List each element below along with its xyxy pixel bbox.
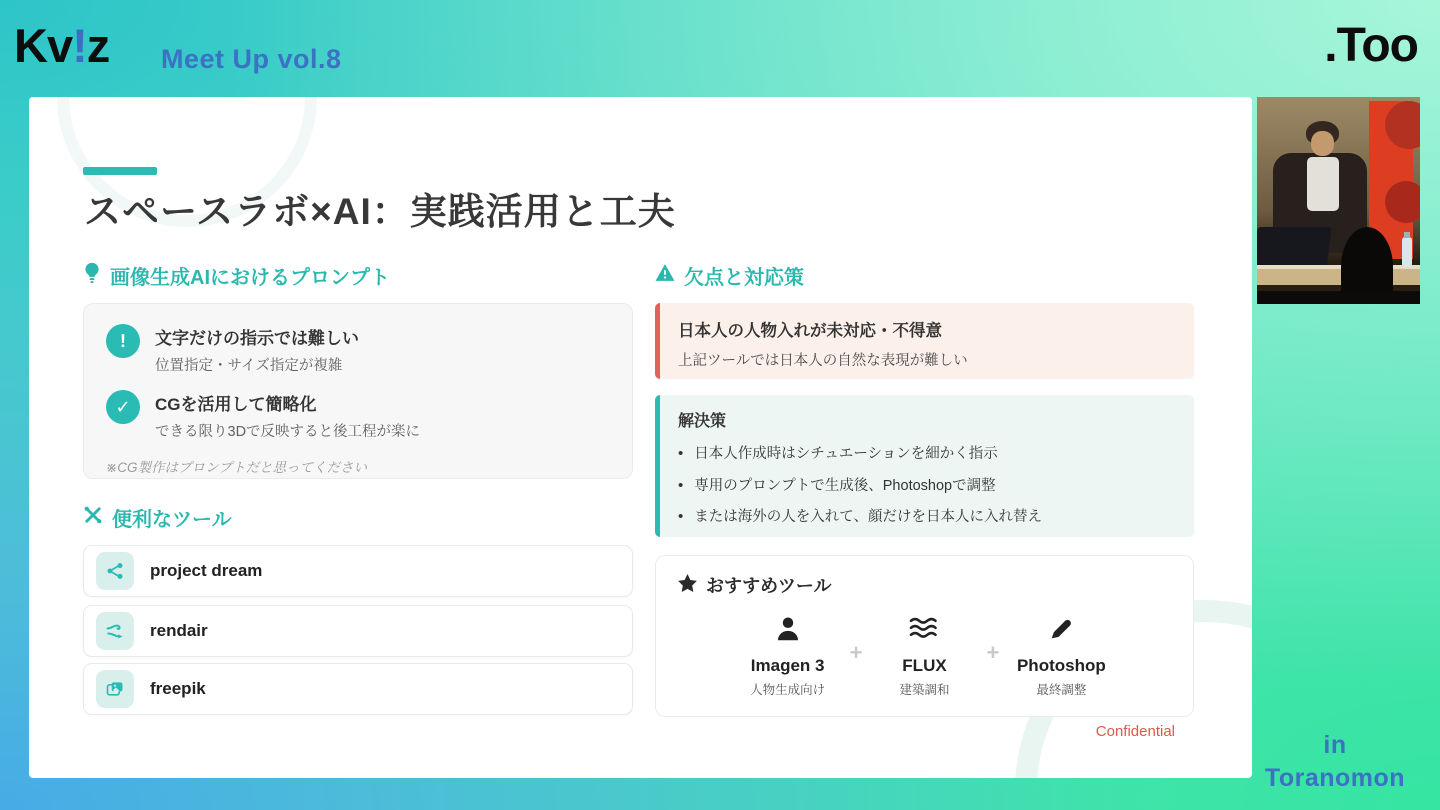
kviz-logo (14, 18, 109, 73)
item-title: CGを活用して簡略化 (155, 395, 317, 414)
plus-separator: + (849, 640, 863, 665)
recommended-tools-card (655, 555, 1194, 717)
exclamation-badge-icon: ! (106, 324, 140, 358)
lightbulb-icon (83, 262, 101, 290)
presenter-face (1311, 131, 1334, 156)
plus-separator: + (986, 640, 1000, 665)
water-bottle (1402, 237, 1412, 267)
tool-name: rendair (150, 621, 208, 640)
rec-tool-photoshop (1003, 612, 1119, 698)
rec-tool-name: Imagen 3 (750, 656, 825, 675)
check-badge-icon: ✓ (106, 390, 140, 424)
tool-name: freepik (150, 679, 206, 698)
problem-desc: 上記ツールでは日本人の自然な表現が難しい (678, 353, 968, 369)
banner-circle (1385, 181, 1420, 223)
item-desc: できる限り3Dで反映すると後工程が楽に (155, 424, 421, 440)
tool-name: project dream (150, 561, 263, 580)
section-header-prompts (83, 261, 390, 290)
problem-card (655, 303, 1194, 379)
event-title: Meet Up vol.8 (161, 44, 342, 74)
list-item: • 日本人作成時はシチュエーションを細かく指示 (678, 438, 1176, 470)
logo-exclamation: ! (72, 19, 87, 72)
banner-circle (1385, 101, 1420, 149)
rec-tool-desc: 建築調和 (899, 683, 950, 697)
podium-table (1257, 265, 1420, 285)
tool-card-rendair (83, 605, 633, 657)
recommended-header (678, 572, 1171, 598)
slide (29, 97, 1252, 778)
star-icon (678, 574, 697, 597)
wind-arrows-icon (96, 612, 134, 650)
recommended-title: おすすめツール (706, 576, 832, 596)
waves-icon (908, 612, 942, 646)
presenter-shirt (1307, 157, 1339, 211)
confidential-label: Confidential (1095, 723, 1175, 740)
accent-bar (83, 167, 157, 175)
location-line-1: in (1323, 730, 1347, 759)
list-item: • 専用のプロンプトで生成後、Photoshopで調整 (678, 470, 1176, 502)
pen-icon (1046, 612, 1076, 646)
cg-note: ※CG製作はプロンプトだと思ってください (106, 460, 368, 475)
rec-tool-flux (867, 612, 983, 698)
solution-title: 解決策 (678, 413, 727, 430)
tool-card-freepik (83, 663, 633, 715)
rec-tool-desc: 人物生成向け (750, 683, 826, 697)
section-title: 画像生成AIにおけるプロンプト (110, 267, 390, 289)
list-item (106, 390, 610, 441)
warning-triangle-icon (655, 263, 675, 288)
share-nodes-icon (96, 552, 134, 590)
location-line-2: Toranomon (1264, 764, 1406, 793)
prompt-notes-card (83, 303, 633, 479)
section-header-tools (83, 503, 232, 532)
rec-tool-desc: 最終調整 (1036, 683, 1087, 697)
images-icon (96, 670, 134, 708)
section-header-drawbacks (655, 261, 804, 290)
rec-tool-name: Photoshop (1016, 656, 1106, 675)
too-logo: .Too (1324, 19, 1418, 72)
section-title: 欠点と対応策 (684, 267, 804, 289)
rec-tool-name: FLUX (902, 656, 947, 675)
section-title: 便利なツール (112, 509, 232, 531)
photo-bottom-band (1257, 291, 1420, 304)
presenter-photo (1257, 97, 1420, 304)
rec-tool-imagen3 (730, 612, 846, 698)
slide-title: スペースラボ×AI：実践活用と工夫 (84, 191, 676, 232)
list-item (106, 324, 610, 375)
person-icon (773, 612, 803, 646)
logo-text-2: z (86, 19, 110, 72)
problem-title: 日本人の人物入れが未対応・不得意 (678, 322, 942, 340)
tools-icon (83, 505, 103, 531)
solution-list (678, 438, 1176, 533)
logo-text: Kv (14, 19, 73, 72)
location-label (1240, 729, 1430, 797)
recommended-tools-row (678, 612, 1171, 698)
tool-card-project-dream (83, 545, 633, 597)
list-item: • または海外の人を入れて、顔だけを日本人に入れ替え (678, 501, 1176, 533)
item-title: 文字だけの指示では難しい (155, 329, 359, 348)
item-desc: 位置指定・サイズ指定が複雑 (155, 358, 343, 374)
solution-card (655, 395, 1194, 537)
